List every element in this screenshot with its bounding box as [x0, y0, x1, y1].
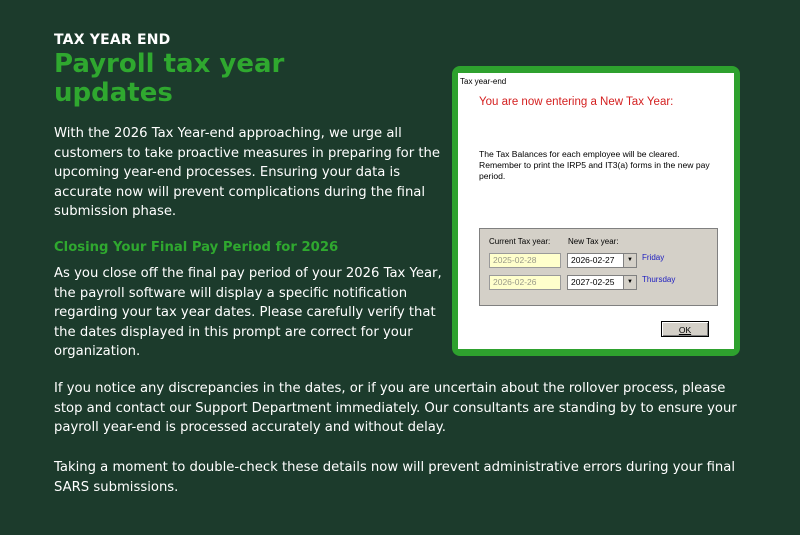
section-paragraph: As you close off the final pay period of your 2026 Tax Year, the payroll software will display a specific notification regarding your tax year dates. Please carefully verify that the dates displayed in this prompt are correct for your organization. [54, 266, 442, 359]
dialog-message: The Tax Balances for each employee will be cleared. Remember to print the IRP5 and IT3(a) forms in the new pay period. [479, 149, 710, 181]
kicker-label: TAX YEAR END [54, 32, 171, 48]
new-tax-year-label: New Tax year: [568, 237, 619, 246]
new-tax-year-end-select[interactable] [567, 275, 637, 290]
dialog-screenshot-frame [452, 66, 740, 356]
dialog-heading: You are now entering a New Tax Year: [479, 96, 674, 108]
support-paragraph: If you notice any discrepancies in the dates, or if you are uncertain about the rollover process, please stop and contact our Support Department immediately. Our consultants are standing by to ensure your payroll year-end is processed accurately and without delay. [54, 381, 737, 435]
dialog-title: Tax year-end [460, 77, 507, 86]
current-tax-year-start-field: 2025-02-28 [489, 253, 561, 268]
ok-button[interactable]: OK [661, 321, 709, 337]
intro-paragraph: With the 2026 Tax Year-end approaching, we urge all customers to take proactive measures in preparing for the upcoming year-end processes. Ensuring your data is accurate now will prevent complications during the final submission phase. [54, 126, 440, 219]
new-tax-year-start-select[interactable] [567, 253, 637, 268]
closing-paragraph: Taking a moment to double-check these details now will prevent administrative errors during your final SARS submissions. [54, 460, 736, 495]
chevron-down-icon[interactable]: ▼ [623, 276, 636, 289]
chevron-down-icon[interactable]: ▼ [623, 254, 636, 267]
new-tax-year-end-day: Thursday [642, 275, 676, 284]
new-tax-year-start-value: 2026-02-27 [571, 255, 615, 265]
new-tax-year-start-day: Friday [642, 253, 665, 262]
section-heading: Closing Your Final Pay Period for 2026 [54, 240, 339, 255]
new-tax-year-end-value: 2027-02-25 [571, 277, 615, 287]
current-tax-year-label: Current Tax year: [489, 237, 551, 246]
tax-year-group [479, 228, 718, 306]
current-tax-year-end-field: 2026-02-26 [489, 275, 561, 290]
page-title: Payroll tax year updates [54, 49, 285, 108]
tax-year-end-dialog [458, 73, 734, 349]
